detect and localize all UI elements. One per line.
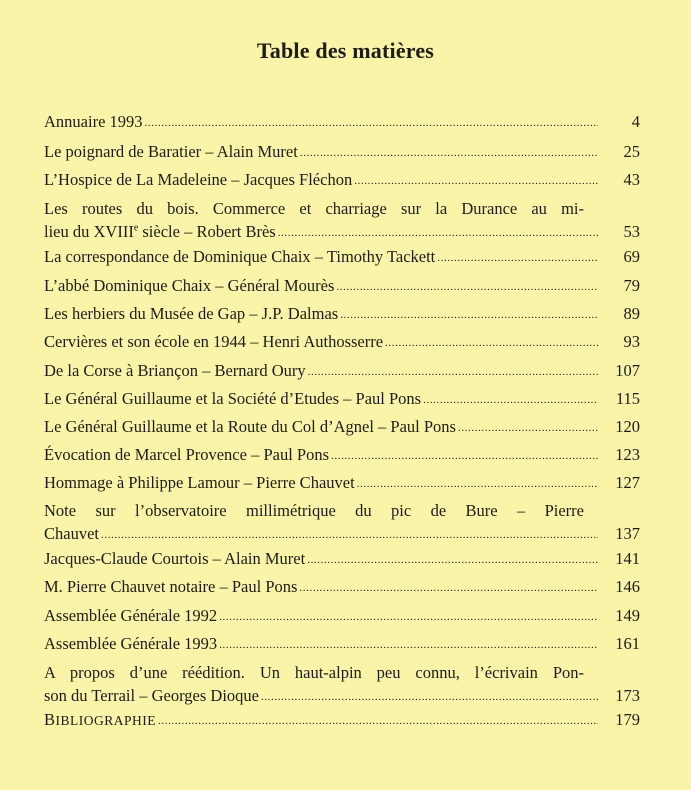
toc-entry <box>44 110 640 133</box>
entry-page: 107 <box>615 361 640 380</box>
dot-leader <box>308 367 598 378</box>
entry-title-line2: Chauvet <box>44 524 99 543</box>
dot-leader <box>145 118 598 129</box>
toc-entry <box>44 708 640 732</box>
entry-title: BIBLIOGRAPHIE <box>44 710 157 729</box>
entry-title: Cervières et son école en 1944 – Henri Authosserre <box>44 332 384 351</box>
entry-page: 4 <box>631 112 640 131</box>
entry-title: Assemblée Générale 1992 <box>44 606 218 625</box>
entry-page: 179 <box>615 710 640 729</box>
entry-page: 120 <box>615 417 640 436</box>
dot-leader <box>458 423 598 434</box>
dot-leader <box>101 530 598 541</box>
entry-page: 53 <box>623 222 640 241</box>
dot-leader <box>278 228 598 239</box>
superscript: e <box>133 222 139 234</box>
toc-entry <box>44 274 640 297</box>
toc-entry <box>44 471 640 494</box>
toc-entry <box>44 632 640 655</box>
entry-title: Évocation de Marcel Provence – Paul Pons <box>44 445 330 464</box>
entry-title: De la Corse à Briançon – Bernard Oury <box>44 361 306 380</box>
entry-title: Le Général Guillaume et la Société d’Etudes – Paul Pons <box>44 389 422 408</box>
entry-page: 161 <box>615 634 640 653</box>
toc-entry <box>44 168 640 191</box>
entry-page: 93 <box>623 332 640 351</box>
dot-leader <box>340 310 598 321</box>
entry-title: Jacques-Claude Courtois – Alain Muret <box>44 549 306 568</box>
dot-leader <box>423 395 598 406</box>
entry-text: lieu du XVIII <box>44 222 134 241</box>
entry-title-line1: A propos d’une réédition. Un haut-alpin peu connu, l’écrivain Pon- <box>44 663 584 682</box>
entry-page: 141 <box>615 549 640 568</box>
dot-leader <box>307 555 598 566</box>
dot-leader <box>261 692 598 703</box>
entry-title: L’Hospice de La Madeleine – Jacques Fléchon <box>44 170 353 189</box>
dot-leader <box>300 148 598 159</box>
entry-title: Hommage à Philippe Lamour – Pierre Chauvet <box>44 473 355 492</box>
entry-page: 127 <box>615 473 640 492</box>
dot-leader <box>354 176 598 187</box>
toc-entry <box>44 330 640 353</box>
entry-title: M. Pierre Chauvet notaire – Paul Pons <box>44 577 298 596</box>
entry-title: Le Général Guillaume et la Route du Col d’Agnel – Paul Pons <box>44 417 456 436</box>
dot-leader <box>299 583 598 594</box>
entry-title: Le poignard de Baratier – Alain Muret <box>44 142 298 161</box>
toc-entry <box>44 499 640 545</box>
toc-entry <box>44 604 640 627</box>
entry-title-line1: Les routes du bois. Commerce et charriage sur la Durance au mi- <box>44 199 584 218</box>
entry-title: Assemblée Générale 1993 <box>44 634 218 653</box>
dot-leader <box>331 451 598 462</box>
entry-page: 43 <box>623 170 640 189</box>
entry-page: 137 <box>615 524 640 543</box>
toc-entry <box>44 197 640 243</box>
dot-leader <box>357 479 598 490</box>
toc-entry <box>44 661 640 707</box>
entry-text: siècle – Robert Brès <box>138 222 276 241</box>
entry-page: 123 <box>615 445 640 464</box>
toc-entry <box>44 415 640 438</box>
toc-entry <box>44 245 640 268</box>
entry-page: 79 <box>623 276 640 295</box>
dot-leader <box>336 282 598 293</box>
dot-leader <box>219 640 598 651</box>
entry-page: 173 <box>615 686 640 705</box>
entry-title-line1: Note sur l’observatoire millimétrique du pic de Bure – Pierre <box>44 501 584 520</box>
entry-title: Annuaire 1993 <box>44 112 143 131</box>
entry-page: 115 <box>615 389 640 408</box>
entry-title: Les herbiers du Musée de Gap – J.P. Dalmas <box>44 304 339 323</box>
toc-entry <box>44 387 640 410</box>
dot-leader <box>437 253 598 264</box>
dot-leader <box>158 716 598 727</box>
toc-entry <box>44 575 640 598</box>
toc-entry <box>44 443 640 466</box>
entry-title: La correspondance de Dominique Chaix – Timothy Tackett <box>44 247 436 266</box>
toc-entry <box>44 547 640 570</box>
toc-entry <box>44 302 640 325</box>
entry-page: 149 <box>615 606 640 625</box>
toc-entry <box>44 359 640 382</box>
entry-title-line2 <box>44 220 276 243</box>
dot-leader <box>385 338 598 349</box>
entry-page: 69 <box>623 247 640 266</box>
entry-title-line2: son du Terrail – Georges Dioque <box>44 686 259 705</box>
page-title: Table des matières <box>256 38 435 63</box>
entry-page: 25 <box>623 142 640 161</box>
entry-page: 89 <box>623 304 640 323</box>
entry-page: 146 <box>615 577 640 596</box>
toc-entry <box>44 140 640 163</box>
dot-leader <box>219 612 598 623</box>
entry-title: L’abbé Dominique Chaix – Général Mourès <box>44 276 335 295</box>
